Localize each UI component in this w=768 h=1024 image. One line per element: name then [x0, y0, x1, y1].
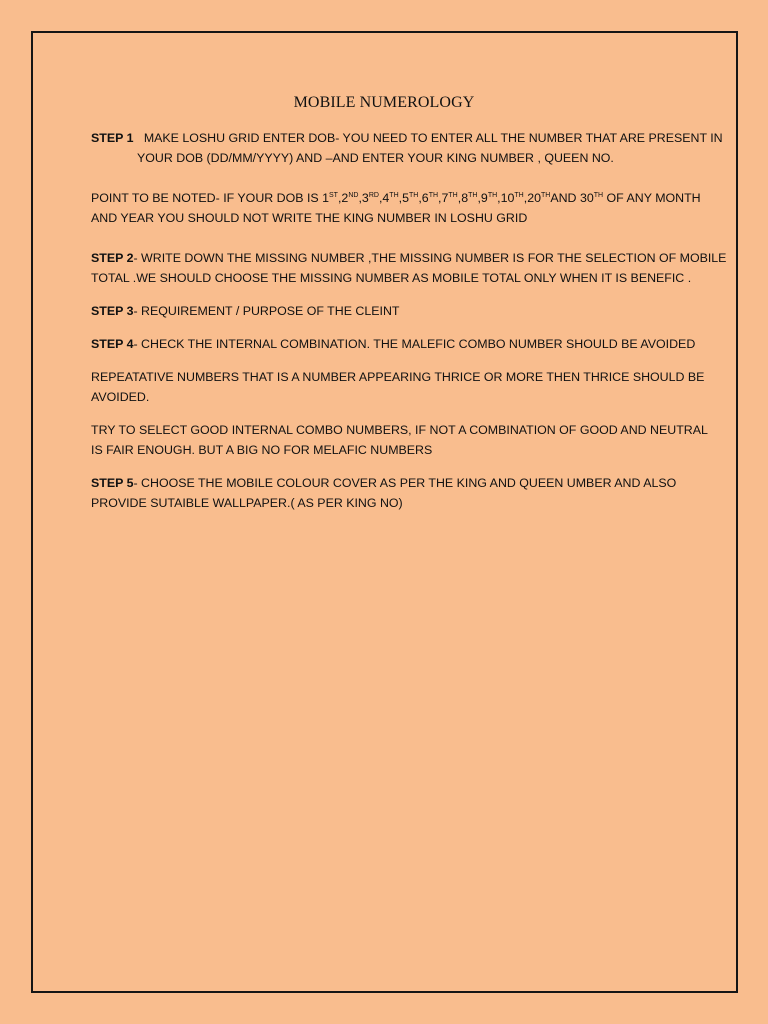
date-suffix: RD: [368, 192, 379, 199]
step-2-line-1: [91, 249, 727, 269]
step-1-text-1: MAKE LOSHU GRID ENTER DOB- YOU NEED TO ENTER ALL THE NUMBER THAT ARE PRESENT IN: [143, 131, 723, 145]
date-suffix: TH: [468, 192, 478, 199]
try-select-line-2: IS FAIR ENOUGH. BUT A BIG NO FOR MELAFIC NUMBERS: [91, 442, 433, 457]
step-2-paragraph: [91, 249, 727, 288]
step-1-paragraph: [91, 129, 723, 168]
step-1-line-1: [91, 129, 723, 149]
date-number: 7: [441, 191, 449, 205]
date-separator: ,: [457, 191, 462, 205]
note-paragraph: [91, 189, 701, 228]
step-5-label: STEP 5: [91, 476, 134, 490]
repeat-paragraph: [91, 368, 705, 407]
page-title: MOBILE NUMEROLOGY: [293, 94, 475, 111]
date-separator: ,: [358, 191, 362, 205]
date-separator: ,: [337, 191, 342, 205]
date-separator: ,: [418, 191, 422, 205]
date-separator: ,: [378, 191, 383, 205]
repeat-line-1: REPEATATIVE NUMBERS THAT IS A NUMBER APPEARING THRICE OR MORE THEN THRICE SHOULD BE: [91, 370, 705, 384]
step-1-text-2: YOUR DOB (DD/MM/YYYY) AND –AND ENTER YOUR KING NUMBER , QUEEN NO.: [137, 150, 614, 165]
note-after-dates: OF ANY MONTH: [603, 191, 701, 205]
date-number: 3: [361, 191, 369, 205]
date-number: 4: [382, 191, 390, 205]
date-separator: ,: [523, 191, 528, 205]
date-number: 1: [322, 191, 330, 205]
repeat-line-2: AVOIDED.: [91, 389, 150, 404]
step-2-label: STEP 2: [91, 251, 134, 265]
date-number: 9: [480, 191, 488, 205]
date-separator: ,: [497, 191, 501, 205]
date-number: 8: [461, 191, 469, 205]
date-suffix: TH: [541, 192, 551, 199]
date-suffix: TH: [428, 192, 439, 199]
date-suffix: TH: [389, 192, 399, 199]
date-suffix: ND: [348, 192, 359, 199]
try-select-paragraph: [91, 421, 708, 460]
date-separator: AND: [550, 191, 580, 205]
date-number: 10: [500, 191, 515, 205]
step-3-text: - REQUIREMENT / PURPOSE OF THE CLEINT: [133, 304, 400, 318]
date-suffix: TH: [593, 192, 604, 199]
step-5-line-1: [91, 474, 691, 494]
date-number: 20: [527, 191, 541, 205]
note-prefix: POINT TO BE NOTED- IF YOUR DOB IS: [91, 191, 323, 205]
date-suffix: ST: [329, 192, 338, 199]
step-1-label: STEP 1: [91, 131, 134, 145]
step-5-text-1: - CHOOSE THE MOBILE COLOUR COVER AS PER THE KING AND QUEEN UMBER AND ALSO: [133, 476, 677, 490]
step-4-paragraph: [91, 335, 696, 355]
step-2-text-1: - WRITE DOWN THE MISSING NUMBER ,THE MISSING NUMBER IS FOR THE SELECTION OF MOBILE: [133, 251, 727, 265]
date-separator: ,: [398, 191, 403, 205]
step-2-line-2: TOTAL .WE SHOULD CHOOSE THE MISSING NUMBER AS MOBILE TOTAL ONLY WHEN IT IS BENEFIC .: [91, 270, 692, 285]
note-line-1: [91, 189, 701, 209]
step-3-paragraph: [91, 302, 691, 322]
date-suffix: TH: [448, 192, 458, 199]
date-suffix: TH: [487, 192, 498, 199]
note-line-2: AND YEAR YOU SHOULD NOT WRITE THE KING NUMBER IN LOSHU GRID: [91, 210, 528, 225]
note-dates: [322, 191, 603, 205]
step-5-paragraph: [91, 474, 691, 513]
step-3-label: STEP 3: [91, 304, 134, 318]
step-4-text: - CHECK THE INTERNAL COMBINATION. THE MALEFIC COMBO NUMBER SHOULD BE AVOIDED: [133, 337, 696, 351]
date-number: 5: [402, 191, 409, 205]
date-separator: ,: [438, 191, 442, 205]
date-suffix: TH: [409, 192, 419, 199]
try-select-line-1: TRY TO SELECT GOOD INTERNAL COMBO NUMBERS, IF NOT A COMBINATION OF GOOD AND NEUTRAL: [91, 423, 708, 437]
step-4-label: STEP 4: [91, 337, 134, 351]
step-1-line-2: [91, 149, 691, 169]
date-number: 30: [579, 191, 594, 205]
date-number: 2: [341, 191, 349, 205]
date-separator: ,: [477, 191, 481, 205]
step-5-line-2: PROVIDE SUTAIBLE WALLPAPER.( AS PER KING NO): [91, 495, 403, 510]
date-suffix: TH: [514, 192, 524, 199]
date-number: 6: [421, 191, 429, 205]
